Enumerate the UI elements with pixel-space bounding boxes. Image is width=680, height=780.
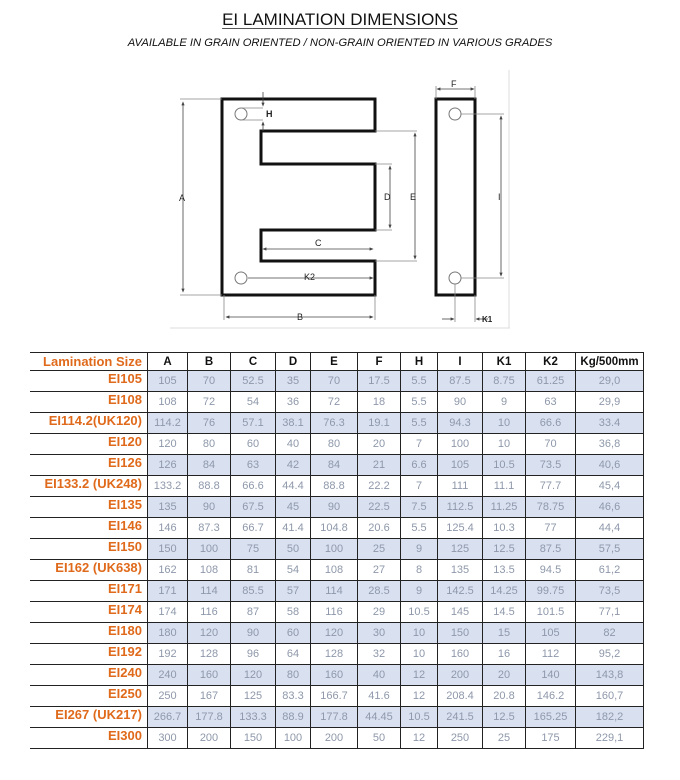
cell-e: 177.8 — [311, 707, 358, 728]
cell-d: 100 — [276, 728, 311, 749]
cell-b: 116 — [188, 602, 231, 623]
table-header-row — [30, 353, 644, 371]
cell-f: 30 — [358, 623, 401, 644]
cell-h: 7 — [401, 434, 438, 455]
cell-i: 150 — [438, 623, 483, 644]
cell-i: 111 — [438, 476, 483, 497]
cell-k2: 87.5 — [526, 539, 576, 560]
header-kg-per-500mm: Kg/500mm — [576, 353, 644, 371]
cell-k1: 20 — [483, 665, 526, 686]
table-row — [30, 644, 644, 665]
lamination-size-cell: EI174 — [30, 602, 148, 623]
cell-f: 44.45 — [358, 707, 401, 728]
cell-kg-per-500mm: 82 — [576, 623, 644, 644]
cell-h: 9 — [401, 581, 438, 602]
cell-kg-per-500mm: 77,1 — [576, 602, 644, 623]
page-subtitle: AVAILABLE IN GRAIN ORIENTED / NON-GRAIN ORIENTED IN VARIOUS GRADES — [127, 37, 553, 49]
table-row — [30, 602, 644, 623]
cell-a: 171 — [148, 581, 188, 602]
cell-k1: 11.25 — [483, 497, 526, 518]
lamination-size-cell: EI192 — [30, 644, 148, 665]
cell-a: 266.7 — [148, 707, 188, 728]
cell-d: 38.1 — [276, 413, 311, 434]
cell-e: 100 — [311, 539, 358, 560]
cell-a: 114.2 — [148, 413, 188, 434]
cell-k2: 165.25 — [526, 707, 576, 728]
lamination-size-cell: EI135 — [30, 497, 148, 518]
cell-b: 200 — [188, 728, 231, 749]
cell-b: 108 — [188, 560, 231, 581]
dim-label-k1: K1 — [482, 315, 493, 324]
cell-f: 29 — [358, 602, 401, 623]
cell-k1: 14.25 — [483, 581, 526, 602]
cell-d: 80 — [276, 665, 311, 686]
e-lamination-shape — [222, 99, 375, 295]
cell-k1: 10.5 — [483, 455, 526, 476]
cell-h: 5.5 — [401, 413, 438, 434]
cell-a: 240 — [148, 665, 188, 686]
cell-c: 133.3 — [231, 707, 276, 728]
cell-k1: 10 — [483, 413, 526, 434]
cell-e: 108 — [311, 560, 358, 581]
cell-kg-per-500mm: 46,6 — [576, 497, 644, 518]
header-b: B — [188, 353, 231, 371]
cell-h: 6.6 — [401, 455, 438, 476]
lamination-size-cell: EI108 — [30, 392, 148, 413]
cell-d: 35 — [276, 371, 311, 392]
mounting-hole-top — [235, 108, 247, 120]
cell-k2: 70 — [526, 434, 576, 455]
cell-i: 90 — [438, 392, 483, 413]
cell-a: 120 — [148, 434, 188, 455]
cell-c: 96 — [231, 644, 276, 665]
lamination-size-cell: EI162 (UK638) — [30, 560, 148, 581]
dim-label-a: A — [179, 193, 186, 203]
cell-c: 54 — [231, 392, 276, 413]
cell-d: 41.4 — [276, 518, 311, 539]
cell-d: 88.9 — [276, 707, 311, 728]
lamination-size-cell: EI250 — [30, 686, 148, 707]
cell-b: 76 — [188, 413, 231, 434]
dim-label-b: B — [297, 312, 304, 322]
cell-k2: 61.25 — [526, 371, 576, 392]
header-a: A — [148, 353, 188, 371]
cell-h: 12 — [401, 728, 438, 749]
cell-f: 20 — [358, 434, 401, 455]
cell-kg-per-500mm: 229,1 — [576, 728, 644, 749]
cell-a: 300 — [148, 728, 188, 749]
cell-d: 60 — [276, 623, 311, 644]
header-lamination-size: Lamination Size — [30, 353, 148, 371]
cell-k1: 12.5 — [483, 707, 526, 728]
cell-k1: 13.5 — [483, 560, 526, 581]
cell-h: 5.5 — [401, 518, 438, 539]
table-row — [30, 665, 644, 686]
cell-b: 90 — [188, 497, 231, 518]
cell-k1: 10.3 — [483, 518, 526, 539]
cell-f: 50 — [358, 728, 401, 749]
cell-f: 32 — [358, 644, 401, 665]
lamination-size-cell: EI267 (UK217) — [30, 707, 148, 728]
cell-e: 116 — [311, 602, 358, 623]
table-row — [30, 434, 644, 455]
lamination-size-cell: EI150 — [30, 539, 148, 560]
cell-d: 83.3 — [276, 686, 311, 707]
cell-k1: 25 — [483, 728, 526, 749]
cell-i: 87.5 — [438, 371, 483, 392]
cell-i: 208.4 — [438, 686, 483, 707]
cell-f: 17.5 — [358, 371, 401, 392]
cell-b: 70 — [188, 371, 231, 392]
header-i: I — [438, 353, 483, 371]
cell-a: 135 — [148, 497, 188, 518]
cell-k1: 10 — [483, 434, 526, 455]
cell-k2: 77.7 — [526, 476, 576, 497]
cell-k2: 77 — [526, 518, 576, 539]
cell-e: 128 — [311, 644, 358, 665]
cell-kg-per-500mm: 33.4 — [576, 413, 644, 434]
table-row — [30, 476, 644, 497]
cell-d: 42 — [276, 455, 311, 476]
lamination-size-cell: EI146 — [30, 518, 148, 539]
cell-b: 88.8 — [188, 476, 231, 497]
cell-e: 84 — [311, 455, 358, 476]
table-row — [30, 518, 644, 539]
i-lamination-shape — [436, 99, 475, 295]
table-row — [30, 413, 644, 434]
cell-f: 25 — [358, 539, 401, 560]
cell-i: 142.5 — [438, 581, 483, 602]
cell-d: 40 — [276, 434, 311, 455]
cell-c: 81 — [231, 560, 276, 581]
cell-d: 45 — [276, 497, 311, 518]
cell-f: 18 — [358, 392, 401, 413]
cell-e: 104.8 — [311, 518, 358, 539]
lamination-size-cell: EI120 — [30, 434, 148, 455]
cell-c: 66.7 — [231, 518, 276, 539]
cell-i: 94.3 — [438, 413, 483, 434]
cell-kg-per-500mm: 36,8 — [576, 434, 644, 455]
cell-e: 120 — [311, 623, 358, 644]
table-row — [30, 581, 644, 602]
lamination-size-cell: EI180 — [30, 623, 148, 644]
cell-f: 22.5 — [358, 497, 401, 518]
dim-label-d: D — [384, 192, 391, 202]
lamination-size-cell: EI133.2 (UK248) — [30, 476, 148, 497]
cell-a: 192 — [148, 644, 188, 665]
cell-a: 174 — [148, 602, 188, 623]
table-row — [30, 539, 644, 560]
cell-d: 58 — [276, 602, 311, 623]
table-row — [30, 455, 644, 476]
table-row — [30, 707, 644, 728]
cell-kg-per-500mm: 57,5 — [576, 539, 644, 560]
lamination-size-cell: EI171 — [30, 581, 148, 602]
table-body — [30, 371, 644, 749]
ei-lamination-diagram — [170, 70, 510, 340]
cell-kg-per-500mm: 40,6 — [576, 455, 644, 476]
dim-label-k2: K2 — [304, 272, 316, 282]
cell-c: 57.1 — [231, 413, 276, 434]
cell-c: 90 — [231, 623, 276, 644]
cell-kg-per-500mm: 45,4 — [576, 476, 644, 497]
cell-f: 21 — [358, 455, 401, 476]
cell-d: 44.4 — [276, 476, 311, 497]
page-title — [0, 10, 680, 30]
cell-c: 87 — [231, 602, 276, 623]
cell-k2: 63 — [526, 392, 576, 413]
cell-c: 60 — [231, 434, 276, 455]
cell-i: 100 — [438, 434, 483, 455]
cell-h: 10.5 — [401, 707, 438, 728]
cell-k2: 73.5 — [526, 455, 576, 476]
cell-i: 160 — [438, 644, 483, 665]
cell-h: 7 — [401, 476, 438, 497]
cell-k1: 16 — [483, 644, 526, 665]
cell-d: 64 — [276, 644, 311, 665]
cell-a: 126 — [148, 455, 188, 476]
mounting-hole-bottom — [235, 272, 247, 284]
cell-k1: 15 — [483, 623, 526, 644]
cell-c: 67.5 — [231, 497, 276, 518]
page-title-text: EI LAMINATION DIMENSIONS — [222, 10, 458, 29]
cell-kg-per-500mm: 61,2 — [576, 560, 644, 581]
cell-h: 8 — [401, 560, 438, 581]
cell-b: 128 — [188, 644, 231, 665]
cell-d: 54 — [276, 560, 311, 581]
cell-k1: 9 — [483, 392, 526, 413]
cell-k2: 78.75 — [526, 497, 576, 518]
cell-i: 135 — [438, 560, 483, 581]
cell-i: 145 — [438, 602, 483, 623]
cell-b: 80 — [188, 434, 231, 455]
cell-e: 200 — [311, 728, 358, 749]
cell-k1: 11.1 — [483, 476, 526, 497]
lamination-size-cell: EI105 — [30, 371, 148, 392]
cell-h: 12 — [401, 686, 438, 707]
cell-i: 125 — [438, 539, 483, 560]
dim-label-e: E — [410, 192, 417, 202]
cell-d: 50 — [276, 539, 311, 560]
table-row — [30, 686, 644, 707]
cell-a: 162 — [148, 560, 188, 581]
cell-c: 75 — [231, 539, 276, 560]
i-hole-top — [449, 108, 461, 120]
cell-h: 10.5 — [401, 602, 438, 623]
lamination-size-cell: EI126 — [30, 455, 148, 476]
cell-e: 88.8 — [311, 476, 358, 497]
cell-f: 22.2 — [358, 476, 401, 497]
cell-h: 5.5 — [401, 392, 438, 413]
header-e: E — [311, 353, 358, 371]
cell-a: 105 — [148, 371, 188, 392]
header-h: H — [401, 353, 438, 371]
cell-a: 146 — [148, 518, 188, 539]
cell-i: 105 — [438, 455, 483, 476]
header-c: C — [231, 353, 276, 371]
cell-k1: 12.5 — [483, 539, 526, 560]
cell-k2: 101.5 — [526, 602, 576, 623]
cell-f: 28.5 — [358, 581, 401, 602]
cell-k2: 112 — [526, 644, 576, 665]
cell-h: 5.5 — [401, 371, 438, 392]
cell-kg-per-500mm: 73,5 — [576, 581, 644, 602]
cell-a: 180 — [148, 623, 188, 644]
cell-b: 167 — [188, 686, 231, 707]
cell-kg-per-500mm: 182,2 — [576, 707, 644, 728]
dim-label-f: F — [451, 79, 457, 89]
cell-f: 41.6 — [358, 686, 401, 707]
cell-k2: 94.5 — [526, 560, 576, 581]
cell-kg-per-500mm: 160,7 — [576, 686, 644, 707]
cell-i: 112.5 — [438, 497, 483, 518]
cell-i: 200 — [438, 665, 483, 686]
cell-c: 52.5 — [231, 371, 276, 392]
cell-b: 84 — [188, 455, 231, 476]
cell-c: 66.6 — [231, 476, 276, 497]
cell-k1: 8.75 — [483, 371, 526, 392]
cell-kg-per-500mm: 95,2 — [576, 644, 644, 665]
cell-e: 114 — [311, 581, 358, 602]
cell-e: 166.7 — [311, 686, 358, 707]
header-k2: K2 — [526, 353, 576, 371]
cell-e: 70 — [311, 371, 358, 392]
cell-f: 20.6 — [358, 518, 401, 539]
cell-b: 87.3 — [188, 518, 231, 539]
header-d: D — [276, 353, 311, 371]
cell-h: 10 — [401, 623, 438, 644]
cell-b: 177.8 — [188, 707, 231, 728]
cell-f: 19.1 — [358, 413, 401, 434]
cell-h: 12 — [401, 665, 438, 686]
cell-kg-per-500mm: 29,0 — [576, 371, 644, 392]
cell-b: 114 — [188, 581, 231, 602]
cell-h: 10 — [401, 644, 438, 665]
table-row — [30, 560, 644, 581]
cell-c: 85.5 — [231, 581, 276, 602]
header-f: F — [358, 353, 401, 371]
cell-a: 133.2 — [148, 476, 188, 497]
lamination-dimensions-table — [30, 352, 644, 749]
cell-b: 160 — [188, 665, 231, 686]
dim-label-c: C — [315, 238, 322, 248]
cell-kg-per-500mm: 143,8 — [576, 665, 644, 686]
cell-c: 150 — [231, 728, 276, 749]
cell-kg-per-500mm: 29,9 — [576, 392, 644, 413]
cell-e: 76.3 — [311, 413, 358, 434]
cell-f: 40 — [358, 665, 401, 686]
table-row — [30, 392, 644, 413]
lamination-size-cell: EI240 — [30, 665, 148, 686]
cell-h: 9 — [401, 539, 438, 560]
cell-d: 36 — [276, 392, 311, 413]
cell-k2: 146.2 — [526, 686, 576, 707]
cell-a: 108 — [148, 392, 188, 413]
cell-k2: 175 — [526, 728, 576, 749]
cell-a: 150 — [148, 539, 188, 560]
cell-i: 125.4 — [438, 518, 483, 539]
lamination-size-cell: EI300 — [30, 728, 148, 749]
dim-label-i: I — [498, 192, 501, 202]
cell-i: 241.5 — [438, 707, 483, 728]
cell-f: 27 — [358, 560, 401, 581]
cell-h: 7.5 — [401, 497, 438, 518]
table-row — [30, 623, 644, 644]
cell-d: 57 — [276, 581, 311, 602]
cell-kg-per-500mm: 44,4 — [576, 518, 644, 539]
cell-k2: 66.6 — [526, 413, 576, 434]
cell-k2: 140 — [526, 665, 576, 686]
i-hole-bottom — [449, 272, 461, 284]
cell-e: 160 — [311, 665, 358, 686]
cell-a: 250 — [148, 686, 188, 707]
table-row — [30, 728, 644, 749]
cell-b: 72 — [188, 392, 231, 413]
cell-b: 120 — [188, 623, 231, 644]
cell-e: 90 — [311, 497, 358, 518]
cell-k1: 14.5 — [483, 602, 526, 623]
cell-e: 72 — [311, 392, 358, 413]
lamination-size-cell: EI114.2(UK120) — [30, 413, 148, 434]
cell-k2: 105 — [526, 623, 576, 644]
dim-label-h: H — [266, 109, 273, 119]
cell-c: 120 — [231, 665, 276, 686]
table-row — [30, 371, 644, 392]
cell-e: 80 — [311, 434, 358, 455]
table-row — [30, 497, 644, 518]
cell-k1: 20.8 — [483, 686, 526, 707]
header-k1: K1 — [483, 353, 526, 371]
cell-i: 250 — [438, 728, 483, 749]
cell-b: 100 — [188, 539, 231, 560]
cell-c: 125 — [231, 686, 276, 707]
cell-c: 63 — [231, 455, 276, 476]
cell-k2: 99.75 — [526, 581, 576, 602]
